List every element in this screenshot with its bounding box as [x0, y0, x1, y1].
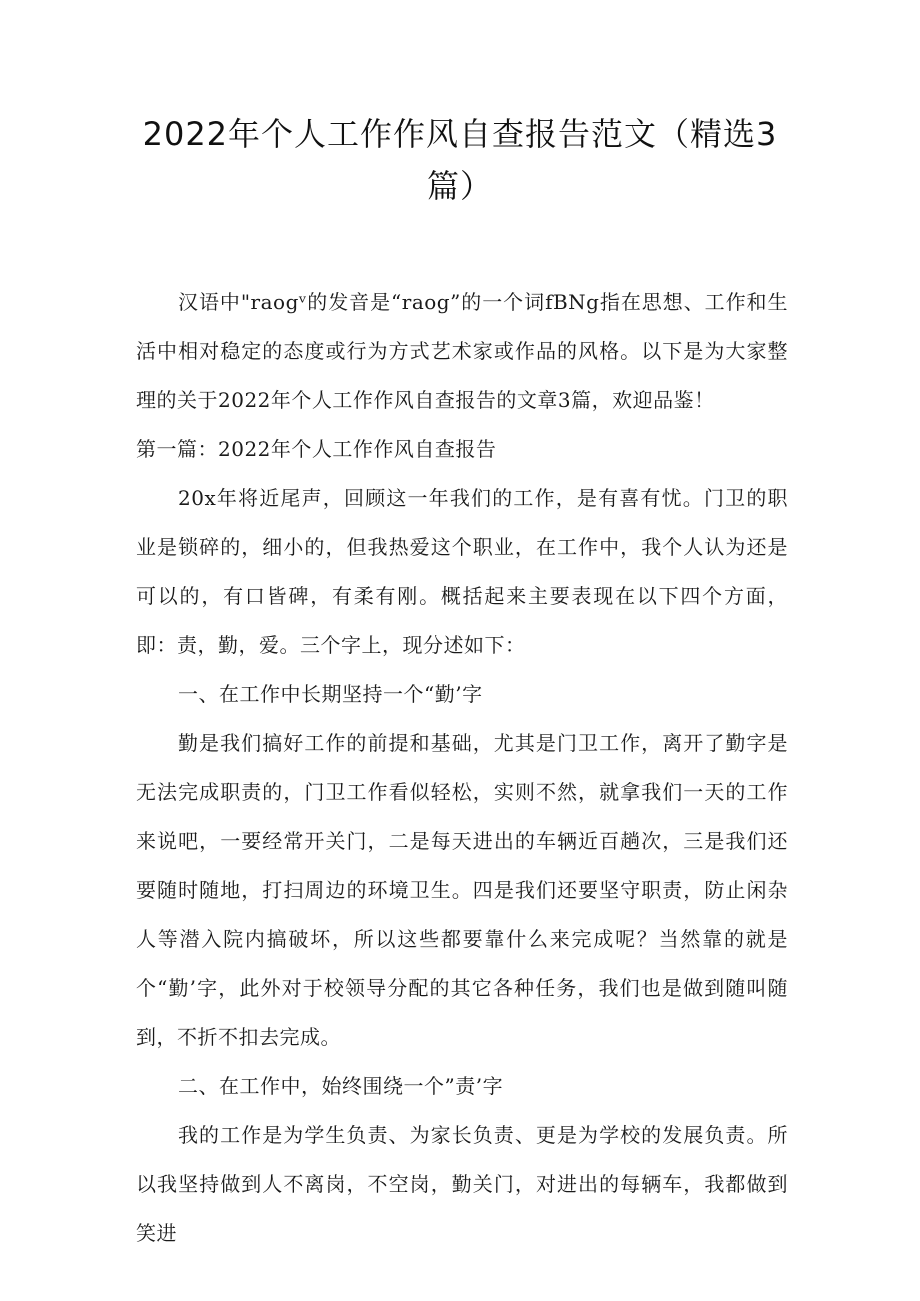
section-heading-part-one: 第一篇：2022年个人工作作风自查报告 [136, 437, 497, 461]
intro-paragraph: 汉语中"raogᵛ的发音是“raog”的一个词fBNg指在思想、工作和生活中相对稳定的态度或行为方式艺术家或作品的风格。以下是为大家整理的关于2022年个人工作作风自查报告的文章3篇，欢迎品鉴！ [136, 290, 788, 412]
body-paragraph: 20x年将近尾声，回顾这一年我们的工作，是有喜有忧。门卫的职业是锁碎的，细小的，但我热爱这个职业，在工作中，我个人认为还是可以的，有口皆碑，有柔有刚。概括起来主要表现在以下四个方面，即：责，勤，爱。三个字上，现分述如下： [136, 486, 788, 657]
subheading-responsibility: 二、在工作中，始终围绕一个”责’字 [178, 1074, 504, 1098]
document-body [136, 278, 788, 1258]
title-line-2: 篇） [426, 167, 493, 205]
body-paragraph: 勤是我们搞好工作的前提和基础，尤其是门卫工作，离开了勤字是无法完成职责的，门卫工作看似轻松，实则不然，就拿我们一天的工作来说吧，一要经常开关门，二是每天进出的车辆近百趟次，三是我们还要随时随地，打扫周边的环境卫生。四是我们还要坚守职责，防止闲杂人等潜入院内搞破坏，所以这些都要靠什么来完成呢？当然靠的就是个“勤’字，此外对于校领导分配的其它各种任务，我们也是做到随叫随到，不折不扣去完成。 [136, 731, 788, 1049]
document-title [120, 108, 800, 212]
body-paragraph: 我的工作是为学生负责、为家长负责、更是为学校的发展负责。所以我坚持做到人不离岗，不空岗，勤关门，对进出的每辆车，我都做到笑进 [136, 1123, 788, 1245]
title-line-1: 2022年个人工作作风自查报告范文（精选3 [142, 115, 778, 153]
subheading-diligence: 一、在工作中长期坚持一个“勤’字 [178, 682, 483, 706]
